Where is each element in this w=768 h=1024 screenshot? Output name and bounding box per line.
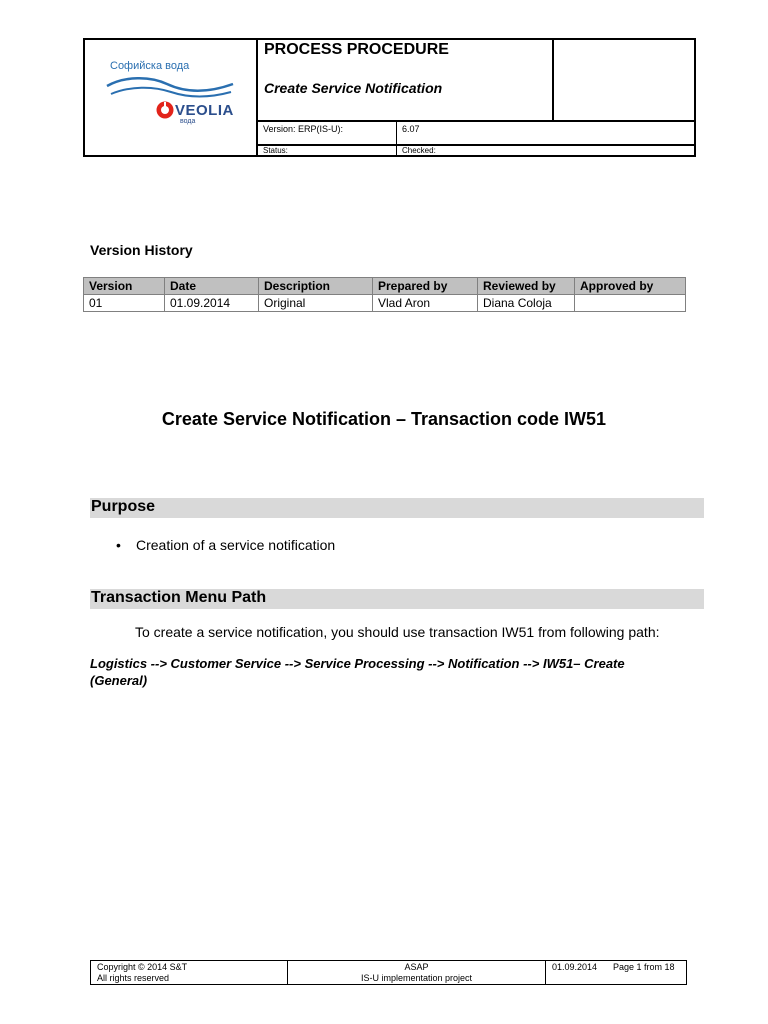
- column-header: Prepared by: [373, 278, 478, 295]
- table-cell: Original: [259, 295, 373, 312]
- table-cell: 01.09.2014: [165, 295, 259, 312]
- table-cell: [575, 295, 686, 312]
- table-cell: Diana Coloja: [478, 295, 575, 312]
- version-row: [258, 120, 696, 144]
- footer-page-number: Page 1 from 18: [613, 962, 675, 972]
- table-header-row: [84, 278, 686, 295]
- logo-text: Софийска вода: [110, 60, 190, 72]
- purpose-heading: [90, 498, 704, 518]
- logo-brand: [155, 100, 234, 120]
- purpose-bullet-text: Creation of a service notification: [136, 537, 336, 553]
- project-line-1: ASAP: [404, 962, 429, 972]
- column-header: Version: [84, 278, 165, 295]
- logo-subtitle: вода: [180, 118, 196, 125]
- version-history-table: [83, 277, 686, 312]
- project-line-2: IS-U implementation project: [360, 973, 473, 983]
- column-header: Approved by: [575, 278, 686, 295]
- footer-date-page: [546, 961, 688, 984]
- waves-icon: [105, 74, 235, 100]
- menu-path-heading: [90, 589, 704, 609]
- veolia-icon: [155, 100, 175, 120]
- column-header: Description: [259, 278, 373, 295]
- main-title: Create Service Notification – Transaction code IW51: [161, 409, 607, 429]
- bullet-icon: •: [116, 537, 121, 553]
- menu-path: Logistics --> Customer Service --> Service Processing --> Notification --> IW51– Create (General): [90, 656, 625, 688]
- purpose-bullet: [116, 537, 335, 553]
- document-type-title: PROCESS PROCEDURE: [264, 41, 449, 58]
- purpose-heading-text: Purpose: [91, 498, 156, 515]
- status-row: [258, 144, 696, 155]
- version-history-title: Version History: [90, 242, 193, 258]
- checked-label: Checked:: [402, 146, 436, 155]
- rights-text: All rights reserved: [97, 973, 170, 983]
- document-subtitle: Create Service Notification: [264, 80, 443, 96]
- table-cell: 01: [84, 295, 165, 312]
- footer-copyright: [91, 961, 288, 984]
- document-footer: [90, 960, 687, 985]
- column-header: Reviewed by: [478, 278, 575, 295]
- footer-project: [288, 961, 546, 984]
- version-label: Version: ERP(IS-U):: [258, 122, 397, 144]
- menu-path-heading-text: Transaction Menu Path: [91, 589, 267, 606]
- company-logo: [85, 40, 258, 155]
- column-header: Date: [165, 278, 259, 295]
- status-label: Status:: [258, 146, 397, 155]
- table-row: [84, 295, 686, 312]
- copyright-text: Copyright © 2014 S&T: [97, 962, 188, 972]
- document-header: [83, 38, 696, 157]
- title-cell: [258, 40, 554, 120]
- table-cell: Vlad Aron: [373, 295, 478, 312]
- version-value: 6.07: [402, 124, 420, 134]
- logo-brand-name: VEOLIA: [175, 101, 234, 119]
- footer-date: 01.09.2014: [552, 962, 598, 972]
- menu-path-intro: To create a service notification, you should use transaction IW51 from following path:: [135, 624, 660, 640]
